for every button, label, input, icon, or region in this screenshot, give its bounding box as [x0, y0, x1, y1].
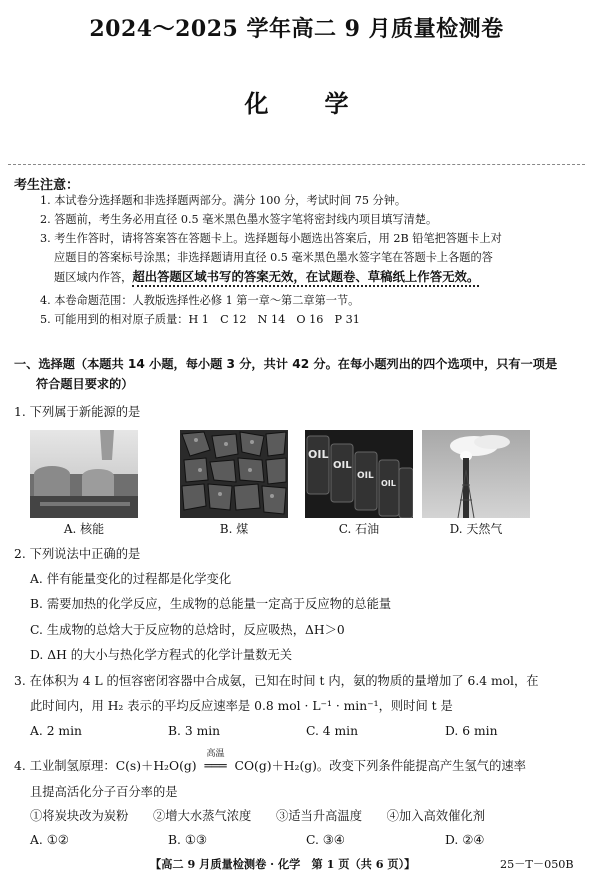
q4-condition: 高温 — [206, 749, 225, 759]
oil-barrels-photo — [305, 430, 413, 518]
q3-option-b: B. 3 min — [168, 724, 221, 738]
q4-option-a: A. ①② — [30, 833, 69, 847]
q4-stem-line1 — [14, 749, 526, 777]
section-heading — [14, 354, 557, 394]
notice-item-5: 5. 可能用到的相对原子质量：H 1 C 12 N 14 O 16 P 31 — [40, 313, 360, 326]
notice-item-3-line2: 应题目的答案标号涂黑；非选择题请用直径 0.5 毫米黑色墨水签字笔在答题卡上各题的答 — [54, 251, 493, 264]
subject-char-2: 学 — [324, 89, 349, 118]
q1-option-b: B. 煤 — [219, 522, 249, 536]
q2-option-b: B. 需要加热的化学反应，生成物的总能量一定高于反应物的总能量 — [30, 597, 392, 611]
q1-stem: 1. 下列属于新能源的是 — [14, 405, 141, 419]
q4-option-c: C. ③④ — [306, 833, 345, 847]
notice-heading: 考生注意： — [14, 178, 80, 193]
q3-option-a: A. 2 min — [30, 724, 82, 738]
section-heading-line2: 符合题目要求的） — [36, 377, 134, 391]
notice-item-1: 1. 本试卷分选择题和非选择题两部分。满分 100 分，考试时间 75 分钟。 — [40, 194, 407, 207]
q4-stem-line2: 且提高活化分子百分率的是 — [30, 785, 178, 799]
barrel-label-3: OIL — [357, 471, 374, 481]
coal-photo — [180, 430, 288, 518]
footer-code: 25－T－050B — [500, 858, 574, 871]
q2-option-c: C. 生成物的总焓大于反应物的总焓时，反应吸热，ΔH＞0 — [30, 623, 345, 637]
q4-option-b: B. ①③ — [168, 833, 207, 847]
q2-option-a: A. 伴有能量变化的过程都是化学变化 — [30, 572, 232, 586]
notice-plain-text: 题区域内作答， — [54, 271, 133, 284]
q4-products: CO(g)＋H₂(g)。改变下列条件能提高产生氢气的速率 — [234, 759, 526, 773]
q2-stem: 2. 下列说法中正确的是 — [14, 547, 141, 561]
q3-option-c: C. 4 min — [306, 724, 359, 738]
divider — [8, 164, 585, 165]
exam-title: 2024～2025 学年高二 9 月质量检测卷 — [89, 16, 504, 42]
notice-item-3-line1: 3. 考生作答时，请将答案答在答题卡上。选择题每小题选出答案后，用 2B 铅笔把答题卡上对 — [40, 232, 502, 245]
section-heading-line1: 一、选择题（本题共 14 小题，每小题 3 分，共计 42 分。在每小题列出的四个选项中，只有一项是 — [14, 357, 558, 371]
notice-item-4: 4. 本卷命题范围：人教版选择性必修 1 第一章～第二章第一节。 — [40, 294, 360, 307]
notice-item-2: 2. 答题前，考生务必用直径 0.5 毫米黑色墨水签字笔将密封线内项目填写清楚。 — [40, 213, 438, 226]
q4-reaction-arrow: 高温 ═══ — [197, 756, 235, 777]
q3-stem-line2: 此时间内，用 H₂ 表示的平均反应速率是 0.8 mol · L⁻¹ · min⁻¹，则时间 t 是 — [30, 699, 453, 713]
q4-reactants: 4. 工业制氢原理：C(s)＋H₂O(g) — [14, 759, 197, 773]
q1-option-c: C. 石油 — [338, 522, 380, 536]
notice-bold-warning: 超出答题区域书写的答案无效，在试题卷、草稿纸上作答无效。 — [132, 269, 479, 287]
q1-option-a: A. 核能 — [63, 522, 105, 536]
q2-option-d: D. ΔH 的大小与热化学方程式的化学计量数无关 — [30, 648, 293, 662]
q4-conditions-list: ①将炭块改为炭粉 ②增大水蒸气浓度 ③适当升高温度 ④加入高效催化剂 — [30, 809, 485, 823]
q4-option-d: D. ②④ — [445, 833, 485, 847]
q3-option-d: D. 6 min — [445, 724, 498, 738]
footer-page-info: 【高二 9 月质量检测卷 · 化学 第 1 页（共 6 页）】 — [150, 857, 416, 871]
barrel-label-1: OIL — [308, 448, 329, 461]
q1-option-d: D. 天然气 — [449, 522, 503, 536]
subject-char-1: 化 — [244, 89, 269, 118]
barrel-label-2: OIL — [333, 460, 352, 471]
gas-flare-photo — [422, 430, 530, 518]
nuclear-plant-photo — [30, 430, 138, 518]
q3-stem-line1: 3. 在体积为 4 L 的恒容密闭容器中合成氨，已知在时间 t 内，氨的物质的量增加了 6.4 mol，在 — [14, 674, 539, 688]
notice-item-3-line3 — [54, 268, 479, 287]
barrel-label-4: OIL — [381, 479, 396, 488]
subject-title — [0, 84, 593, 119]
